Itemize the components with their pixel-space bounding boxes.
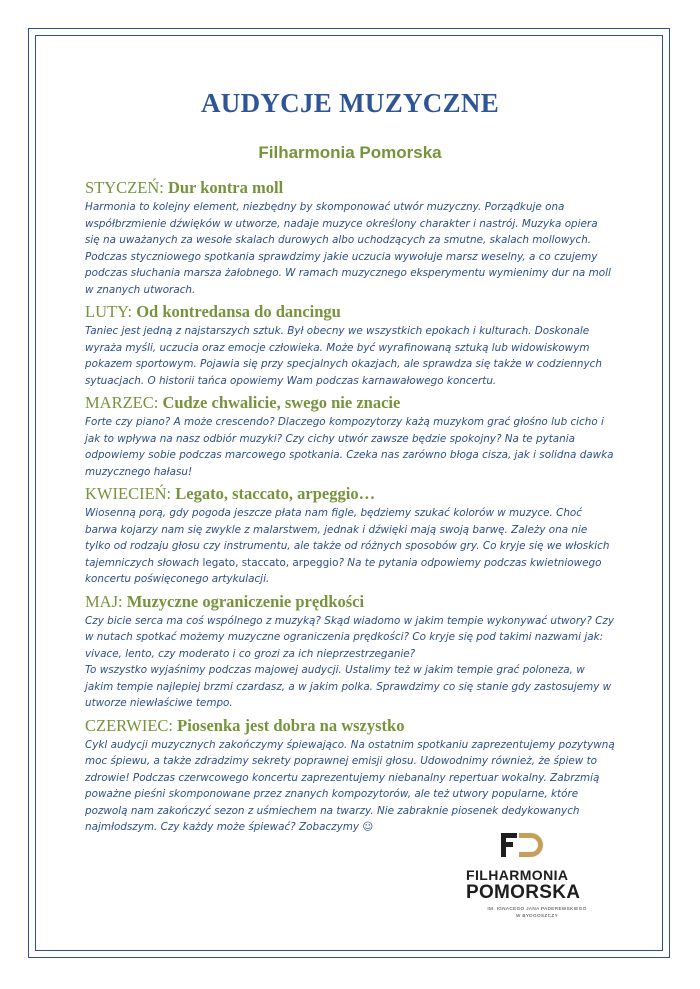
section-topic: Od kontredansa do dancingu [136, 302, 341, 321]
section-description: Forte czy piano? A może crescendo? Dlaczego kompozytorzy każą muzykom grać głośno lub cicho i jak to wpływa na nasz odbiór muzyki? Czy cichy utwór zawsze będzie spokojny? Na te pytania odpowiemy sobie podczas marcowego spotkania. Czeka nas zarówno błoga cisza, jak i solidna dawka muzycznego hałasu! [85, 416, 614, 478]
section-heading [85, 393, 615, 413]
section-month: STYCZEŃ: [85, 178, 168, 197]
logo-text-line1: FILHARMONIA [466, 867, 569, 883]
section-month: KWIECIEŃ: [85, 484, 176, 503]
section-heading [85, 592, 615, 612]
section-april [85, 484, 615, 588]
section-topic: Cudze chwalicie, swego nie znacie [162, 393, 401, 412]
section-march [85, 393, 615, 480]
section-description-terms: legato, staccato, arpeggio [202, 556, 339, 569]
section-may [85, 592, 615, 712]
section-description-part: ? Na te pytania odpowiemy podczas kwietniowego koncertu poświęconego artykulacji. [85, 556, 602, 585]
section-june [85, 716, 615, 836]
section-february [85, 302, 615, 389]
filharmonia-logo [466, 830, 596, 930]
section-heading [85, 716, 615, 736]
section-description: Harmonia to kolejny element, niezbędny by skomponować utwór muzyczny. Porządkuje ona współbrzmienie dźwięków w utworze, nadaje muzyce określony charakter i nastrój. Muzyka opiera się na uważanych za wesołe skalach durowych albo uchodzących za smutne, skalach mollowych. Podczas styczniowego spotkania sprawdzimy jakie uczucia wywołuje marsz weselny, a co czujemy podczas słuchania marsza żałobnego. W ramach muzycznego eksperymentu wymienimy dur na moll w znanych utworach. [85, 201, 611, 296]
fp-monogram-icon [501, 830, 549, 860]
section-heading [85, 178, 615, 198]
section-month: MAJ: [85, 591, 127, 611]
section-month: CZERWIEC: [85, 715, 178, 735]
section-topic: Dur kontra moll [167, 178, 284, 197]
page-title: AUDYCJE MUZYCZNE [200, 88, 500, 118]
section-january [85, 178, 615, 298]
section-description-continued: To wszystko wyjaśnimy podczas majowej audycji. Ustalimy też w jakim tempie grać poloneza, w jakim tempie najlepiej brzmi czardasz, a w jakim polka. Sprawdzimy co się stanie gdy zastosujemy w utworze niewłaściwe tempo. [85, 664, 612, 709]
section-topic: Legato, staccato, arpeggio… [175, 484, 376, 503]
section-description: Czy bicie serca ma coś wspólnego z muzyką? Skąd wiadomo w jakim tempie wykonywać utwory? Czy w nutach spotkać możemy muzyczne ograniczenia prędkości? Co kryje się pod takimi nazwami jak: vivace, lento, czy moderato i co grozi za ich nieprzestrzeganie? [85, 614, 614, 660]
logo-text-line2: POMORSKA [466, 882, 581, 903]
logo-subtext-line2: W BYDGOSZCZY [515, 913, 559, 918]
section-heading [85, 484, 615, 504]
section-description: Taniec jest jedną z najstarszych sztuk. Był obecny we wszystkich epokach i kulturach. Doskonale wyraża myśli, uczucia oraz emocje człowieka. Może być wyrafinowaną sztuką lub widowiskowym pokazem sportowym. Pojawia się przy specjalnych okazjach, ale sprawdza się także w codziennych sytuacjach. O historii tańca opowiemy Wam podczas karnawałowego koncertu. [85, 325, 602, 387]
document-content [85, 86, 615, 840]
section-description [85, 505, 615, 588]
section-heading [85, 302, 615, 322]
section-month: MARZEC: [85, 393, 163, 412]
page-subtitle: Filharmonia Pomorska [258, 143, 442, 162]
section-topic: Muzyczne ograniczenie prędkości [126, 591, 365, 611]
section-topic: Piosenka jest dobra na wszystko [177, 715, 405, 735]
section-description-part: Wiosenną porą, gdy pogoda jeszcze płata nam figle, będziemy szukać kolorów w muzyce. Choć barwa kojarzy nam się zwykle z malarstwem, jednak i dźwięki mają swoją barwę. Zależy ona nie tylko od rodzaju głosu czy instrumentu, ale także od różnych sposobów gry. Co kryje się we włoskich tajemniczych słowach [85, 507, 610, 569]
logo-subtext-line1: IM. IGNACEGO JANA PADEREWSKIEGO [487, 906, 587, 911]
section-description: Cykl audycji muzycznych zakończymy śpiewająco. Na ostatnim spotkaniu zaprezentujemy pozytywną moc śpiewu, a także zdradzimy sekrety poprawnej emisji głosu. Udowodnimy również, że śpiew to zdrowie! Podczas czerwcowego koncertu zaprezentujemy niebanalny repertuar wokalny. Zabrzmią poważne pieśni skomponowane przez znanych kompozytorów, ale też utwory popularne, które pozwolą nam zakończyć sezon z uśmiechem na twarzy. Nie zabraknie piosenek dedykowanych najmłodszym. Czy każdy może śpiewać? Zobaczymy ☺ [85, 738, 615, 833]
section-month: LUTY: [85, 302, 137, 321]
